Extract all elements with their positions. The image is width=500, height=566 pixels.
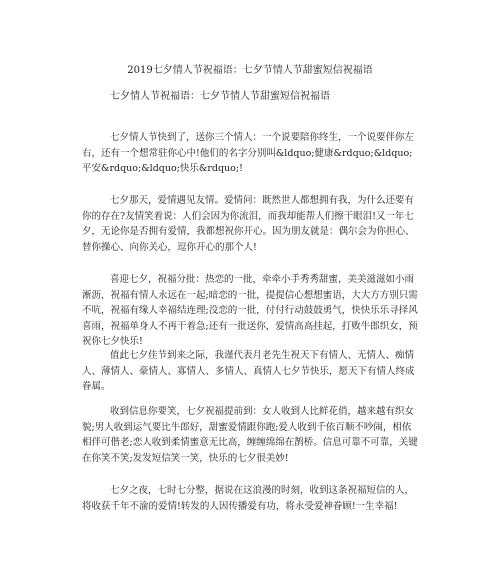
paragraph: 收到信息你要笑，七夕祝福提前到：女人收到人比鲜花俏，越来越有织女貌;男人收到运气要比牛郎好，甜蜜爱情跟你跑;爱人收到千依百顺不吵闹，相依相伴可偕老;恋人收到柔情蜜意无比高，缠缠绵绵在鹊桥。信息可靠不可靠，关键在你笑不笑;发发短信笑一笑，快乐的七夕很美妙! — [82, 406, 418, 464]
paragraph: 七夕那天，爱情遇见友情。爱情问：既然世人都想拥有我，为什么还要有你的存在?友情笑着说：人们会因为你流泪，而我却能帮人们擦干眼泪!又一年七夕，无论你是否拥有爱情，我都想祝你开心。因为朋友就是：偶尔会为你担心、替你操心、向你关心，逗你开心的那个人! — [82, 195, 415, 253]
paragraph: 七夕情人节快到了，送你三个情人：一个说要陪你终生，一个说要伴你左右，还有一个想常驻你心中!他们的名字分别叫&ldquo;健康&rdquo;&ldquo;平安&rdquo;&ldquo;快乐&rdquo;! — [82, 132, 415, 174]
paragraph: 值此七夕佳节到来之际，我谨代表月老先生祝天下有情人、无情人、痴情人、薄情人、豪情人、寡情人、多情人、真情人七夕节快乐，愿天下有情人终成眷属。 — [82, 350, 415, 392]
paragraph: 七夕之夜，七时七分整，据说在这浪漫的时刻，收到这条祝福短信的人，将收获千年不渝的爱情!转发的人因传播爱有功，将永受爱神眷顾!一生幸福! — [82, 485, 415, 512]
paragraph: 喜迎七夕，祝福分批：热恋的一批，牵牵小手秀秀甜蜜，美美滋滋如小雨淅沥，祝福有情人永远在一起;暗恋的一批，提提信心想想蜜语，大大方方别只需不吭，祝福有缘人幸福结连理;没恋的一批，付付行动鼓鼓勇气，快快乐乐寻择风喜雨，祝福单身人不再干着急;还有一批送你，爱情高高挂起，打败牛郎织女，预祝你七夕快乐! — [82, 274, 418, 347]
document-subtitle: 七夕情人节祝福语：七夕节情人节甜蜜短信祝福语 — [110, 91, 330, 102]
document-title: 2019七夕情人节祝福语：七夕节情人节甜蜜短信祝福语 — [127, 65, 373, 76]
